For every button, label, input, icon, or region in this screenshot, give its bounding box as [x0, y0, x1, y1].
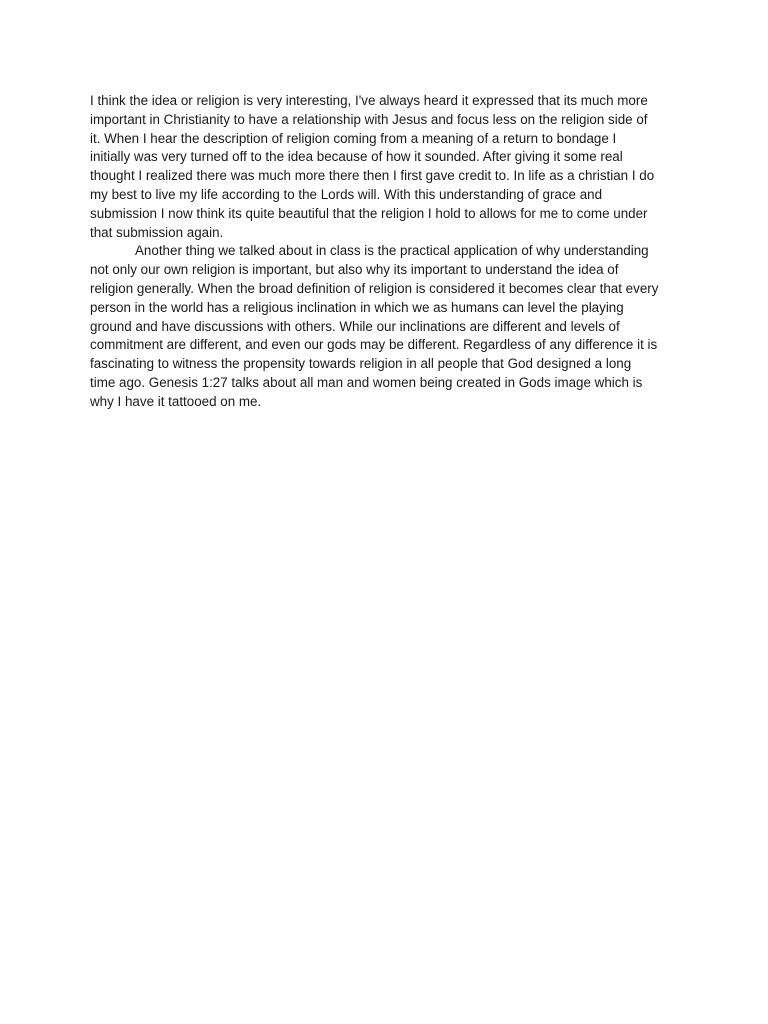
text-line: time ago. Genesis 1:27 talks about all man and women being created in Gods image which is [90, 374, 643, 390]
text-line: I think the idea or religion is very interesting, I've always heard it expressed that its much more [90, 93, 648, 108]
text-line: why I have it tattooed on me. [90, 393, 262, 409]
text-line: important in Christianity to have a relationship with Jesus and focus less on the religion side of [90, 111, 648, 127]
text-line: initially was very turned off to the idea because of how it sounded. After giving it some real [90, 149, 623, 165]
text-line: not only our own religion is important, but also why its important to understand the idea of [90, 262, 619, 278]
text-line: it. When I hear the description of religion coming from a meaning of a return to bondage I [90, 130, 617, 146]
text-line: fascinating to witness the propensity towards religion in all people that God designed a long [90, 356, 632, 372]
text-line: commitment are different, and even our gods may be different. Regardless of any difference it is [90, 337, 658, 353]
text-line: ground and have discussions with others. While our inclinations are different and levels of [90, 318, 620, 334]
text-line: my best to live my life according to the Lords will. With this understanding of grace and [90, 186, 603, 202]
document-body [90, 92, 682, 412]
text-line: religion generally. When the broad definition of religion is considered it becomes clear that every [90, 280, 659, 296]
text-line: person in the world has a religious inclination in which we as humans can level the playing [90, 299, 624, 315]
text-line: Another thing we talked about in class is the practical application of why understanding [135, 243, 649, 259]
text-line: thought I realized there was much more there then I first gave credit to. In life as a christian I do [90, 168, 655, 184]
paragraph-2 [90, 242, 682, 411]
paragraph-1 [90, 92, 682, 242]
text-line: that submission again. [90, 224, 224, 240]
text-line: submission I now think its quite beautiful that the religion I hold to allows for me to come under [90, 205, 648, 221]
